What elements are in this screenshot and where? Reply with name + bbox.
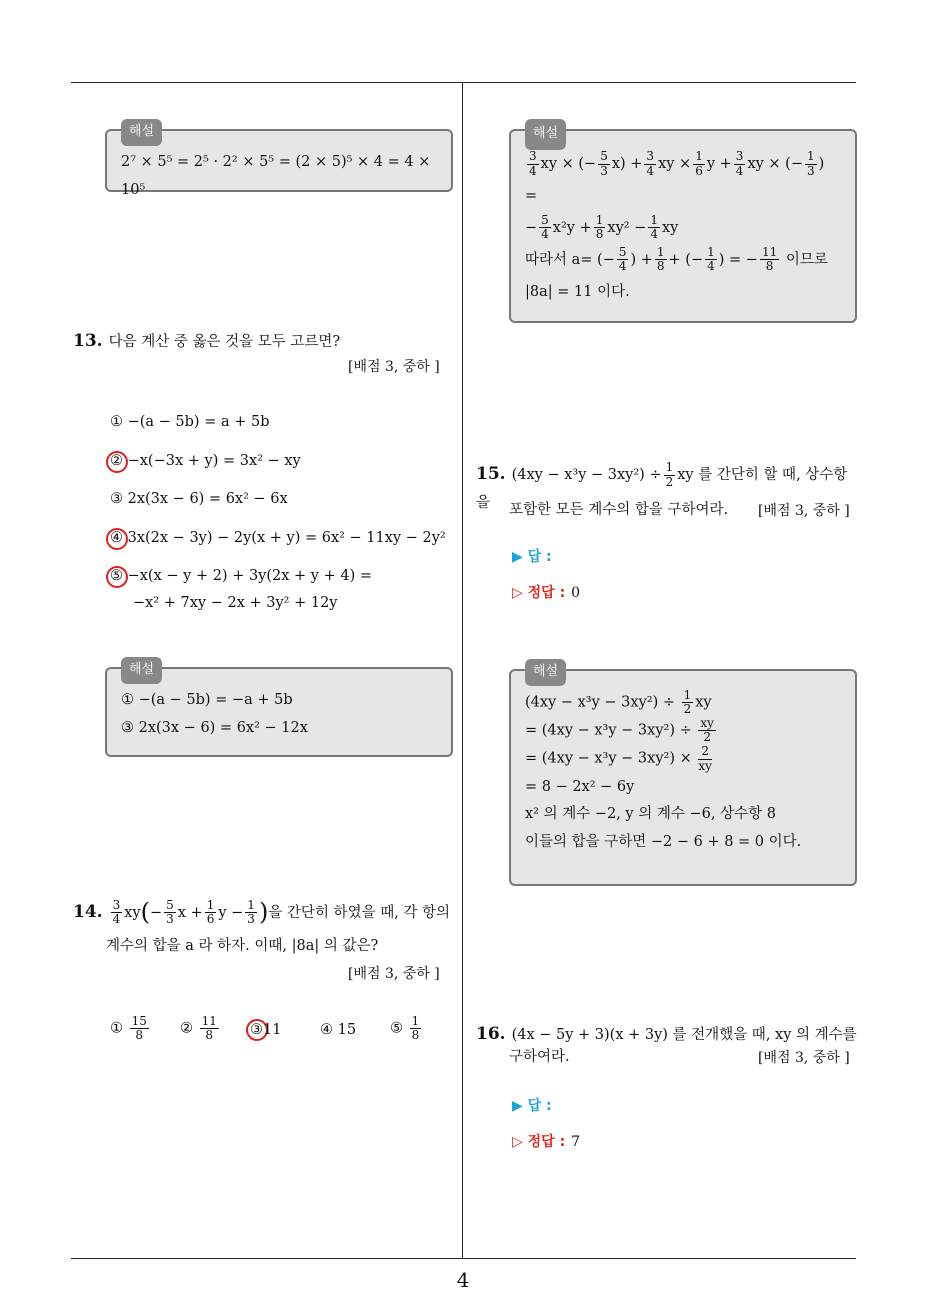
option-14-2[interactable]: ② $\frac{11}{8}$: [180, 1014, 217, 1043]
option-14-1[interactable]: ① $\frac{15}{8}$: [110, 1014, 147, 1043]
correct-answer-16: ▷ 정답 : 7: [512, 1134, 581, 1150]
solution-line: − $\frac{5}{4}$ x²y + $\frac{1}{8}$ xy² − $\frac{1}{4}$ xy: [525, 213, 679, 242]
option-13-1[interactable]: ① −(a − 5b) = a + 5b: [110, 414, 270, 430]
question-13: [73, 325, 453, 357]
option-13-3[interactable]: ③ 2x(3x − 6) = 6x² − 6x: [110, 491, 288, 507]
solution-line: = 8 − 2x² − 6y: [525, 778, 635, 795]
solution-line: 따라서 a= (− $\frac{5}{4}$ ) + $\frac{1}{8}$ + (− $\frac{1}{4}$ ) = − $\frac{11}{8}$ 이므로: [525, 244, 828, 274]
question-15: 15. (4xy − x³y − 3xy²) ÷ $\frac{1}{2}$ xy 를 간단히 할 때, 상수항을: [476, 460, 848, 512]
solution-line: 2⁷ × 5⁵ = 2⁵ · 2² × 5⁵ = (2 × 5)⁵ × 4 = 4 × 10⁵: [121, 154, 431, 198]
solution-line: |8a| = 11 이다.: [525, 283, 630, 300]
option-13-5[interactable]: ⑤ −x(x − y + 2) + 3y(2x + y + 4) =: [110, 568, 372, 584]
points-13: [배점 3, 중하 ]: [348, 359, 440, 375]
option-13-5-cont: −x² + 7xy − 2x + 3y² + 12y: [133, 595, 338, 611]
question-14: 14. $\frac{3}{4}$ xy(− $\frac{5}{3}$ x + $\frac{1}{6}$ y − $\frac{1}{3}$ )을 간단히 하였을 때, 각 항의: [73, 898, 451, 927]
answer-label-16[interactable]: ▶ 답 :: [512, 1098, 552, 1114]
question-text: (4x − 5y + 3)(x + 3y) 를 전개했을 때, xy 의 계수를: [511, 1027, 857, 1043]
solution-line: x² 의 계수 −2, y 의 계수 −6, 상수항 8: [525, 806, 776, 823]
solution-tag: 해설: [121, 119, 162, 146]
question-number: 15.: [476, 464, 506, 484]
solution-line: = (4xy − x³y − 3xy²) ÷ $\frac{xy}{2}$: [525, 716, 714, 745]
question-number: 16.: [476, 1024, 506, 1044]
solution-box-14: [509, 126, 857, 323]
option-14-5[interactable]: ⑤ $\frac{1}{8}$: [390, 1014, 420, 1043]
question-14-line2: 계수의 합을 a 라 하자. 이때, |8a| 의 값은?: [106, 938, 379, 954]
question-number: 14.: [73, 901, 103, 922]
question-text: xy 를 간단히 할 때, 상수항을: [476, 467, 848, 512]
solution-line: (4xy − x³y − 3xy²) ÷ $\frac{1}{2}$ xy: [525, 688, 712, 717]
solution-line: = (4xy − x³y − 3xy²) × $\frac{2}{xy}$: [525, 744, 712, 773]
page-number: 4: [456, 1268, 470, 1292]
solution-line: $\frac{3}{4}$ xy × (− $\frac{5}{3}$ x) + $\frac{3}{4}$ xy × $\frac{1}{6}$ y + $\frac{3}{4}$ xy × (− $\frac{1}{3}$ ) =: [525, 149, 825, 204]
fraction: $\frac{1}{3}$: [247, 898, 255, 927]
fraction: $\frac{5}{3}$: [166, 898, 174, 927]
answer-label-15[interactable]: ▶ 답 :: [512, 549, 552, 565]
question-15-line2: 포함한 모든 계수의 합을 구하여라.: [509, 502, 729, 518]
question-number: 13.: [73, 331, 103, 351]
points-14: [배점 3, 중하 ]: [348, 966, 440, 982]
solution-tag: 해설: [121, 657, 162, 684]
points-15: [배점 3, 중하 ]: [758, 503, 850, 519]
top-rule: [71, 82, 856, 83]
option-14-3[interactable]: ③11: [250, 1022, 282, 1038]
option-14-4[interactable]: ④ 15: [320, 1022, 357, 1038]
bottom-rule: [71, 1258, 856, 1259]
solution-line: ① −(a − 5b) = −a + 5b: [121, 692, 293, 708]
points-16: [배점 3, 중하 ]: [758, 1050, 850, 1066]
solution-box-13: [105, 662, 453, 757]
option-13-2[interactable]: ② −x(−3x + y) = 3x² − xy: [110, 453, 301, 469]
correct-answer-15: ▷ 정답 : 0: [512, 585, 581, 601]
solution-line: 이들의 합을 구하면 −2 − 6 + 8 = 0 이다.: [525, 833, 802, 850]
solution-box-prev: [105, 124, 453, 198]
fraction: $\frac{1}{6}$: [206, 898, 215, 927]
question-text: 을 간단히 하였을 때, 각 항의: [268, 904, 451, 921]
solution-tag: 해설: [525, 119, 566, 150]
option-13-4[interactable]: ④ 3x(2x − 3y) − 2y(x + y) = 6x² − 11xy − 2y²: [110, 530, 446, 546]
question-16-line2: 구하여라.: [509, 1049, 570, 1065]
solution-tag: 해설: [525, 659, 566, 686]
solution-line: ③ 2x(3x − 6) = 6x² − 12x: [121, 719, 308, 736]
column-divider: [462, 83, 463, 1258]
fraction: $\frac{3}{4}$: [112, 898, 121, 927]
question-text: 다음 계산 중 옳은 것을 모두 고르면?: [108, 334, 341, 350]
solution-box-15: [509, 664, 857, 886]
fraction: $\frac{1}{2}$: [665, 460, 674, 489]
